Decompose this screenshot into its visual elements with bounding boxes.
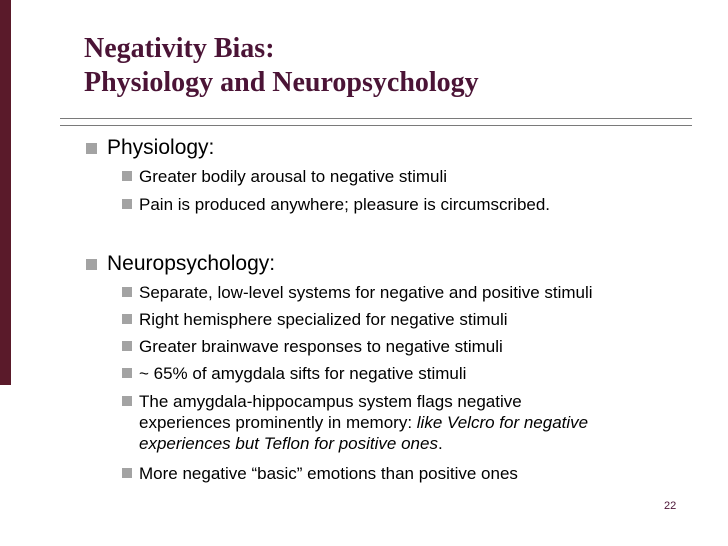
list-item: Right hemisphere specialized for negative stimuli	[139, 310, 508, 329]
list-item: Separate, low-level systems for negative and positive stimuli	[139, 283, 593, 302]
title-divider-bottom	[60, 125, 692, 126]
bullet-icon	[122, 171, 132, 181]
bullet-icon	[122, 199, 132, 209]
list-item: Greater brainwave responses to negative stimuli	[139, 337, 503, 356]
list-item: More negative “basic” emotions than positive ones	[139, 464, 518, 483]
list-item: Pain is produced anywhere; pleasure is circumscribed.	[139, 195, 551, 214]
bullet-icon	[122, 287, 132, 297]
bullet-icon	[86, 143, 97, 154]
bullet-icon	[86, 259, 97, 270]
bullet-icon	[122, 368, 132, 378]
amygdala-line-2: experiences prominently in memory:	[139, 413, 417, 432]
bullet-icon	[122, 314, 132, 324]
title-line-2: Physiology and Neuropsychology	[84, 67, 479, 98]
section-heading-neuropsychology: Neuropsychology:	[107, 252, 276, 275]
bullet-icon	[122, 396, 132, 406]
amygdala-line-3-italic: experiences but Teflon for positive ones	[139, 434, 438, 453]
bullet-icon	[122, 468, 132, 478]
title-line-1: Negativity Bias:	[84, 33, 275, 64]
list-item-amygdala	[139, 391, 588, 454]
title-divider-top	[60, 118, 692, 119]
list-item: ~ 65% of amygdala sifts for negative stimuli	[139, 364, 467, 383]
list-item: Greater bodily arousal to negative stimuli	[139, 167, 448, 186]
bullet-icon	[122, 341, 132, 351]
accent-bar	[0, 0, 11, 385]
slide-title	[84, 32, 704, 100]
page-number: 22	[664, 500, 677, 512]
amygdala-line-3-tail: .	[437, 434, 443, 453]
amygdala-line-2-italic: like Velcro for negative	[416, 413, 589, 432]
amygdala-line-1: The amygdala-hippocampus system flags negative	[139, 392, 522, 411]
section-heading-physiology: Physiology:	[107, 136, 215, 159]
